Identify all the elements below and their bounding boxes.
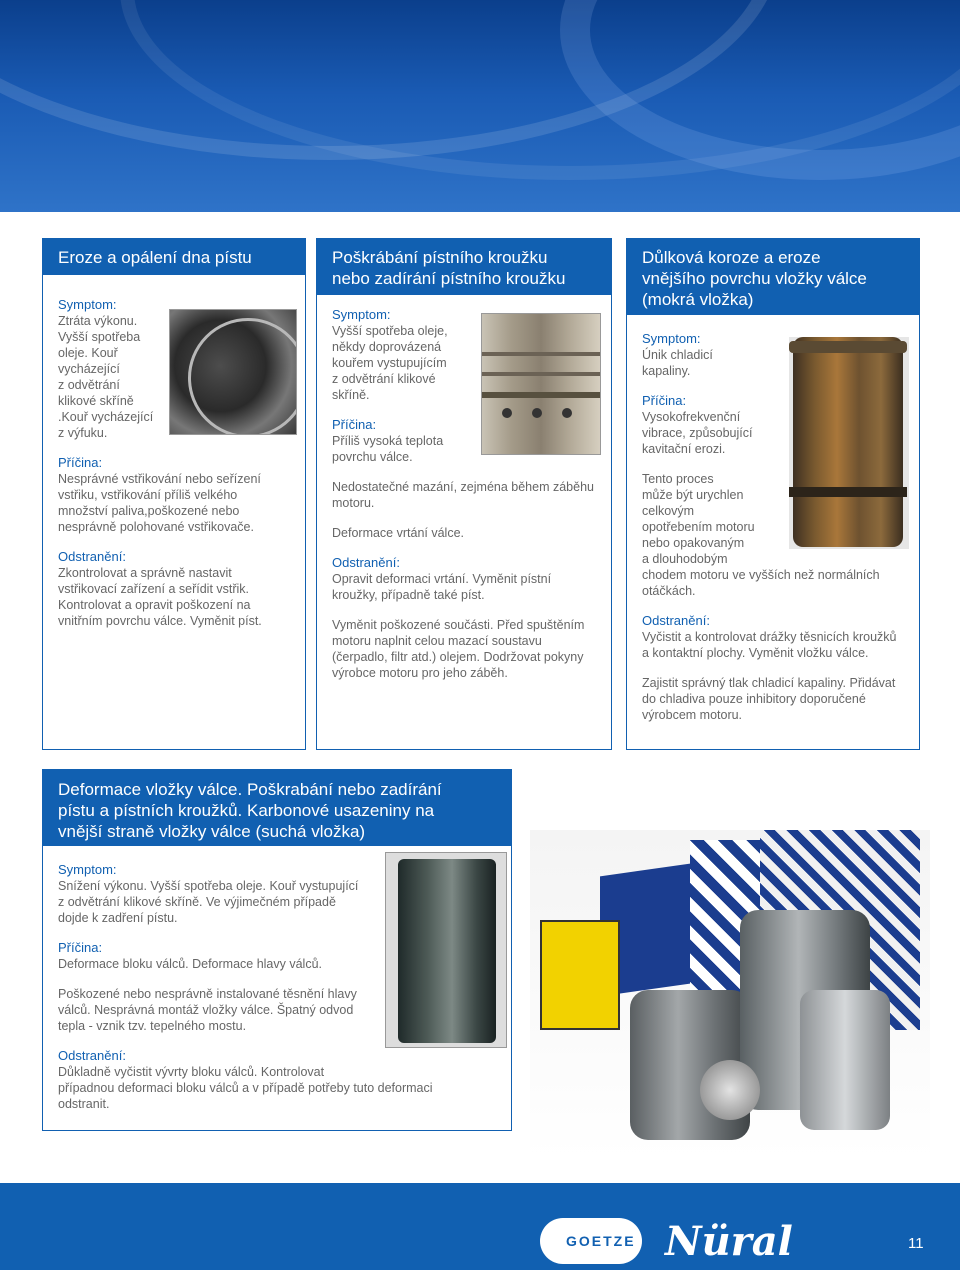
remedy-text-2: Vyměnit poškozené součásti. Před spuštěním motoru naplnit celou mazací soustavu (čerpadlo, filtr atd.) olejem. Dodržovat pokyny výrobce motoru pro jeho záběh. (332, 618, 585, 680)
page-number: 11 (908, 1235, 924, 1252)
ring-scuffing-box (316, 238, 612, 750)
cause-label: Příčina: (58, 940, 103, 955)
symptom-label: Symptom: (332, 307, 391, 322)
cause-text-3: Deformace vrtání válce. (332, 526, 464, 540)
cause-text: Příliš vysoká teplota povrchu válce. (332, 434, 444, 464)
remedy-text: Opravit deformaci vrtání. Vyměnit pístní kroužky, případně také píst. (332, 572, 552, 602)
pitting-corrosion-title: Důlková koroze a eroze vnějšího povrchu vložky válce (mokrá vložka) (627, 239, 919, 315)
remedy-text: Zkontrolovat a správně nastavit vstřikovací zařízení a seřídit vstřik. Kontrolovat a opravit poškození na vnitřním povrchu válce. Vyměnit píst. (58, 566, 262, 628)
pitting-corrosion-box (626, 238, 920, 750)
cause-label: Příčina: (332, 417, 377, 432)
cause-text-2: Poškozené nebo nesprávně instalované těsnění hlavy válců. Nesprávná montáž vložky válce. Špatný odvod tepla - vznik tzv. tepelného mostu. (58, 987, 357, 1033)
liner-deformation-box (42, 769, 512, 1131)
symptom-label: Symptom: (58, 862, 117, 877)
remedy-label: Odstranění: (332, 555, 400, 570)
cause-text: Vysokofrekvenční vibrace, způsobující kavitační erozi. (642, 410, 753, 456)
remedy-label: Odstranění: (58, 549, 126, 564)
symptom-label: Symptom: (642, 331, 701, 346)
goetze-brand: GOETZE (566, 1233, 636, 1249)
dry-liner-photo (385, 852, 507, 1048)
cause-label: Příčina: (58, 455, 103, 470)
remedy-text-2: Zajistit správný tlak chladicí kapaliny. Přidávat do chladiva pouze inhibitory doporučené výrobcem motoru. (642, 676, 896, 722)
cause-text: Deformace bloku válců. Deformace hlavy válců. (58, 957, 323, 971)
cause-text-2: Nedostatečné mazání, zejména během záběhu motoru. (332, 480, 594, 510)
cylinder-liner-photo (789, 337, 909, 549)
remedy-text: Důkladně vyčistit vývrty bloku válců. Kontrolovat případnou deformaci bloku válců a v případě potřeby tuto deformaci odstranit. (58, 1065, 433, 1111)
symptom-text: Ztráta výkonu. Vyšší spotřeba oleje. Kouř vycházející z odvětrání klikové skříně .Kouř vycházející z výfuku. (58, 314, 154, 440)
ring-scuffing-title: Poškrábání pístního kroužku nebo zadírání pístního kroužku (317, 239, 611, 295)
remedy-text: Vyčistit a kontrolovat drážky těsnicích kroužků a kontaktní plochy. Vyměnit vložku válce. (642, 630, 897, 660)
piston-crown-photo (169, 309, 297, 435)
symptom-text: Vyšší spotřeba oleje, někdy doprovázená kouřem vystupujícím z odvětrání klikové skříně. (332, 324, 448, 402)
cause-label: Příčina: (642, 393, 687, 408)
erosion-title: Eroze a opálení dna pístu (43, 239, 305, 275)
cause-text: Nesprávné vstřikování nebo seřízení vstřiku, vstřikování příliš velkého množství paliva,poškozené nebo nesprávně polohované vstřikovače. (58, 472, 261, 534)
symptom-text: Snížení výkonu. Vyšší spotřeba oleje. Kouř vystupující z odvětrání klikové skříně. Ve výjimečném případě dojde k zadření pístu. (58, 879, 359, 925)
symptom-label: Symptom: (58, 297, 117, 312)
erosion-box (42, 238, 306, 750)
footer-bar (0, 1183, 960, 1270)
symptom-text: Únik chladicí kapaliny. (642, 348, 713, 378)
header-photo (0, 0, 960, 212)
product-photo (530, 830, 930, 1160)
liner-deformation-title: Deformace vložky válce. Poškrabání nebo zadírání pístu a pístních kroužků. Karbonové usazeniny na vnější straně vložky válce (suchá vložka) (43, 770, 511, 846)
nural-brand: Nüral (665, 1218, 793, 1265)
remedy-label: Odstranění: (642, 613, 710, 628)
cause-text-2: Tento proces může být urychlen celkovým opotřebením motoru nebo opakovaným a dlouhodobým chodem motoru ve vyšších než normálních otáčkách. (642, 472, 880, 598)
remedy-label: Odstranění: (58, 1048, 126, 1063)
piston-ring-photo (481, 313, 601, 455)
